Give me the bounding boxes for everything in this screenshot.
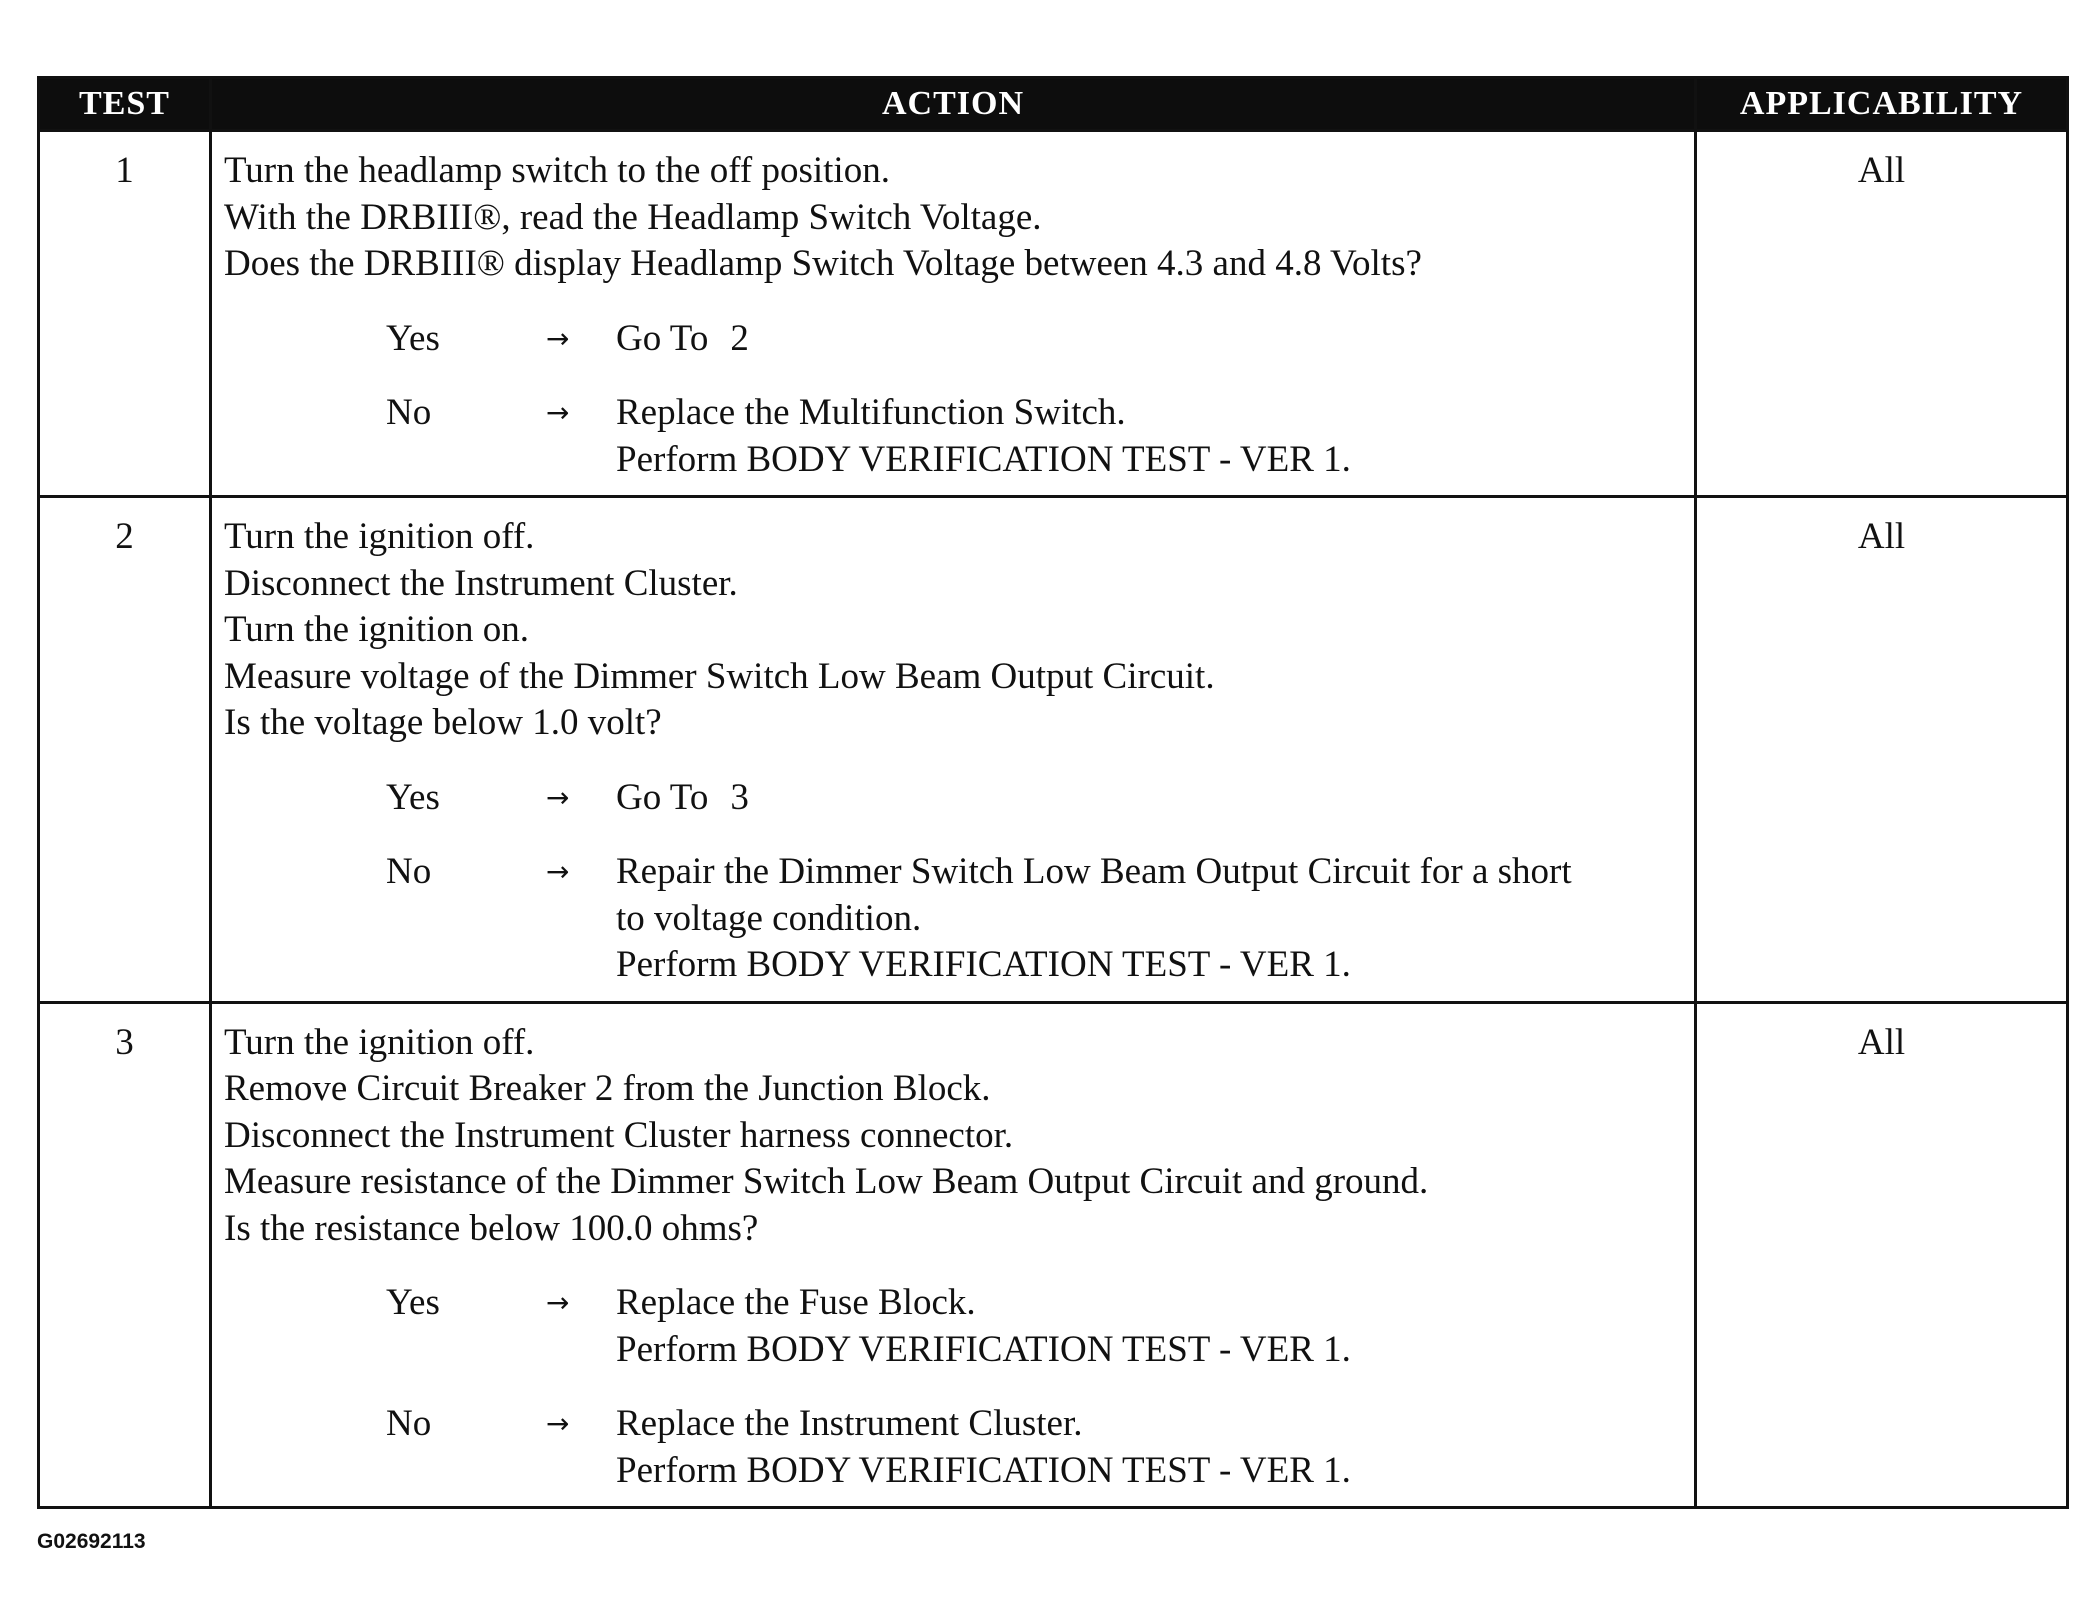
- outcome-list: [224, 775, 1688, 989]
- header-applicability: APPLICABILITY: [1696, 78, 2068, 131]
- outcome-no: [224, 1401, 1688, 1494]
- outcome-line: [616, 1448, 1688, 1495]
- test-number: 1: [39, 131, 211, 497]
- outcome-no: [224, 849, 1688, 989]
- outcome-text: Replace the Fuse Block.: [616, 1282, 976, 1323]
- goto-target: 2: [730, 317, 749, 359]
- arrow-icon: →: [546, 855, 570, 888]
- diagnostic-test-table: [37, 76, 2069, 1509]
- test-number: 2: [39, 497, 211, 1003]
- outcome-line: [616, 390, 1688, 437]
- outcome-result: [616, 775, 1688, 822]
- outcome-label: No: [386, 392, 432, 433]
- applicability: All: [1696, 1002, 2068, 1508]
- outcome-list: [224, 1280, 1688, 1494]
- outcome-label: Yes: [386, 1282, 440, 1323]
- action-step: Remove Circuit Breaker 2 from the Junction Block.: [224, 1068, 991, 1109]
- arrow-icon: →: [546, 1407, 570, 1440]
- test-number: 3: [39, 1002, 211, 1508]
- outcome-line: [616, 775, 1688, 822]
- outcome-line: [616, 1280, 1688, 1327]
- table-row: [39, 1002, 2068, 1508]
- arrow-icon: →: [546, 1286, 570, 1319]
- table-body: [39, 131, 2068, 1508]
- table-row: [39, 497, 2068, 1003]
- action-step: Disconnect the Instrument Cluster.: [224, 562, 738, 604]
- outcome-text: to voltage condition.: [616, 897, 922, 939]
- action-cell: [211, 131, 1696, 497]
- applicability: All: [1696, 131, 2068, 497]
- outcome-yes: [224, 316, 1688, 363]
- header-test: TEST: [39, 78, 211, 131]
- outcome-label: Yes: [386, 317, 440, 359]
- outcome-yes: [224, 1280, 1688, 1373]
- action-step: Is the voltage below 1.0 volt?: [224, 702, 662, 743]
- header-action: ACTION: [211, 78, 1696, 131]
- outcome-text: Go To: [616, 317, 709, 359]
- action-step: Disconnect the Instrument Cluster harness connector.: [224, 1114, 1014, 1156]
- arrow-icon: →: [546, 321, 570, 355]
- outcome-result: [616, 390, 1688, 483]
- outcome-line: [616, 437, 1688, 484]
- outcome-text: Replace the Instrument Cluster.: [616, 1403, 1083, 1444]
- action-step: Is the resistance below 100.0 ohms?: [224, 1207, 759, 1249]
- action-step: Turn the ignition off.: [224, 516, 535, 557]
- outcome-line: [616, 316, 1688, 363]
- outcome-text: Perform BODY VERIFICATION TEST - VER 1.: [616, 944, 1351, 985]
- action-cell: [211, 1002, 1696, 1508]
- outcome-text: Perform BODY VERIFICATION TEST - VER 1.: [616, 1449, 1351, 1491]
- outcome-text: Perform BODY VERIFICATION TEST - VER 1.: [616, 438, 1351, 480]
- outcome-label: Yes: [386, 776, 440, 818]
- figure-id: G02692113: [37, 1530, 146, 1553]
- outcome-text: Replace the Multifunction Switch.: [616, 392, 1126, 433]
- outcome-label: No: [386, 1403, 432, 1444]
- action-cell: [211, 497, 1696, 1003]
- action-step: Turn the headlamp switch to the off position.: [224, 150, 890, 191]
- action-step: With the DRBIII®, read the Headlamp Switch Voltage.: [224, 196, 1042, 238]
- outcome-line: [616, 896, 1688, 943]
- outcome-result: [616, 316, 1688, 363]
- arrow-icon: →: [546, 396, 570, 429]
- outcome-no: [224, 390, 1688, 483]
- outcome-line: [616, 849, 1688, 896]
- outcome-text: Perform BODY VERIFICATION TEST - VER 1.: [616, 1328, 1351, 1370]
- outcome-line: [616, 1327, 1688, 1374]
- arrow-icon: →: [546, 780, 570, 814]
- action-step: Does the DRBIII® display Headlamp Switch Voltage between 4.3 and 4.8 Volts?: [224, 243, 1422, 284]
- outcome-result: [616, 1401, 1688, 1494]
- outcome-line: [616, 1401, 1688, 1448]
- outcome-label: No: [386, 851, 432, 892]
- outcome-text: Repair the Dimmer Switch Low Beam Output Circuit for a short: [616, 851, 1572, 892]
- action-step: Turn the ignition off.: [224, 1021, 535, 1063]
- table-row: [39, 131, 2068, 497]
- action-step: Measure resistance of the Dimmer Switch Low Beam Output Circuit and ground.: [224, 1161, 1429, 1202]
- applicability: All: [1696, 497, 2068, 1003]
- outcome-list: [224, 316, 1688, 484]
- outcome-result: [616, 1280, 1688, 1373]
- table-header: [39, 78, 2068, 131]
- outcome-yes: [224, 775, 1688, 822]
- outcome-result: [616, 849, 1688, 989]
- action-step: Turn the ignition on.: [224, 609, 529, 650]
- outcome-line: [616, 942, 1688, 989]
- action-step: Measure voltage of the Dimmer Switch Low Beam Output Circuit.: [224, 655, 1215, 697]
- outcome-text: Go To: [616, 776, 709, 818]
- goto-target: 3: [730, 776, 749, 818]
